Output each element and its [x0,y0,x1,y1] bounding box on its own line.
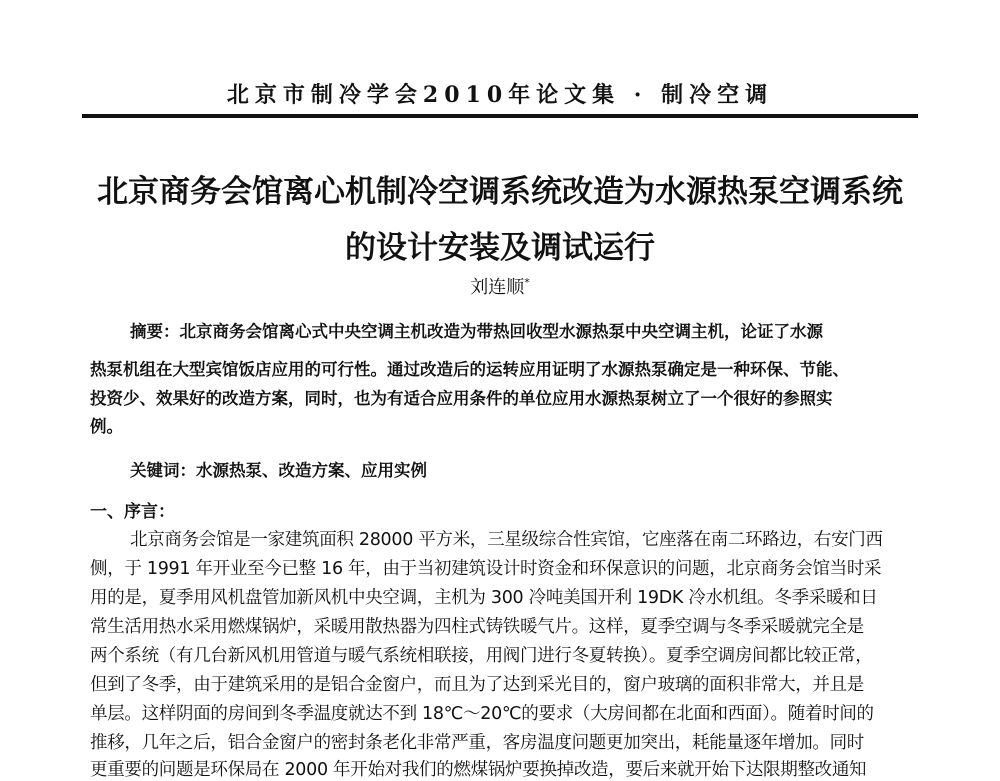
body-line-4: 常生活用热水采用燃煤锅炉，采暖用散热器为四柱式铸铁暖气片。这样，夏季空调与冬季采暖就完全是 [90,617,864,637]
author-name: 刘连顺 [470,277,525,298]
author [0,273,1000,299]
body-line-1: 北京商务会馆是一家建筑面积 28000 平方米，三星级综合性宾馆，它座落在南二环路边，右安门西 [130,530,883,550]
abstract-label: 摘要： [130,322,180,341]
section-heading: 一、序言： [90,502,175,522]
keywords-text: 水源热泵、改造方案、应用实例 [196,461,427,480]
abstract-line-2: 热泵机组在大型宾馆饭店应用的可行性。通过改造后的运转应用证明了水源热泵确定是一种环保、节能、 [90,360,849,379]
abstract-line-4: 例。 [90,417,123,436]
abstract-line-3: 投资少、效果好的改造方案，同时，也为有适合应用条件的单位应用水源热泵树立了一个很好的参照实 [90,389,833,408]
body-line-7: 单层。这样阴面的房间到冬季温度就达不到 18℃～20℃的要求（大房间都在北面和西面）。随着时间的 [90,704,874,724]
abstract-line-1 [130,318,912,342]
body-line-3: 用的是，夏季用风机盘管加新风机中央空调，主机为 300 冷吨美国开利 19DK 冷水机组。冬季采暖和日 [90,588,878,608]
paper-title-line-1: 北京商务会馆离心机制冷空调系统改造为水源热泵空调系统 [97,174,903,210]
abstract-text: 北京商务会馆离心式中央空调主机改造为带热回收型水源热泵中央空调主机，论证了水源 [179,322,823,341]
body-line-6: 但到了冬季，由于建筑采用的是铝合金窗户，而且为了达到采光目的，窗户玻璃的面积非常大，并且是 [90,675,864,695]
body-line-8: 推移，几年之后，铝合金窗户的密封条老化非常严重，客房温度问题更加突出，耗能量逐年增加。同时 [90,733,864,753]
keywords [130,457,912,481]
header-rule [82,114,918,118]
body-line-9: 更重要的问题是环保局在 2000 年开始对我们的燃煤锅炉要换掉改造，要后来就开始下达限期整改通知 [90,760,867,780]
keywords-label: 关键词： [130,461,196,480]
running-head: 北京市制冷学会2010年论文集 · 制冷空调 [226,82,774,108]
paper-title-line-2: 的设计安装及调试运行 [345,230,655,266]
author-footnote-mark: * [524,276,530,289]
body-line-2: 侧，于 1991 年开业至今已整 16 年，由于当初建筑设计时资金和环保意识的问题，北京商务会馆当时采 [90,559,882,579]
body-line-5: 两个系统（有几台新风机用管道与暖气系统相联接，用阀门进行冬夏转换）。夏季空调房间都比较正常， [90,646,873,666]
